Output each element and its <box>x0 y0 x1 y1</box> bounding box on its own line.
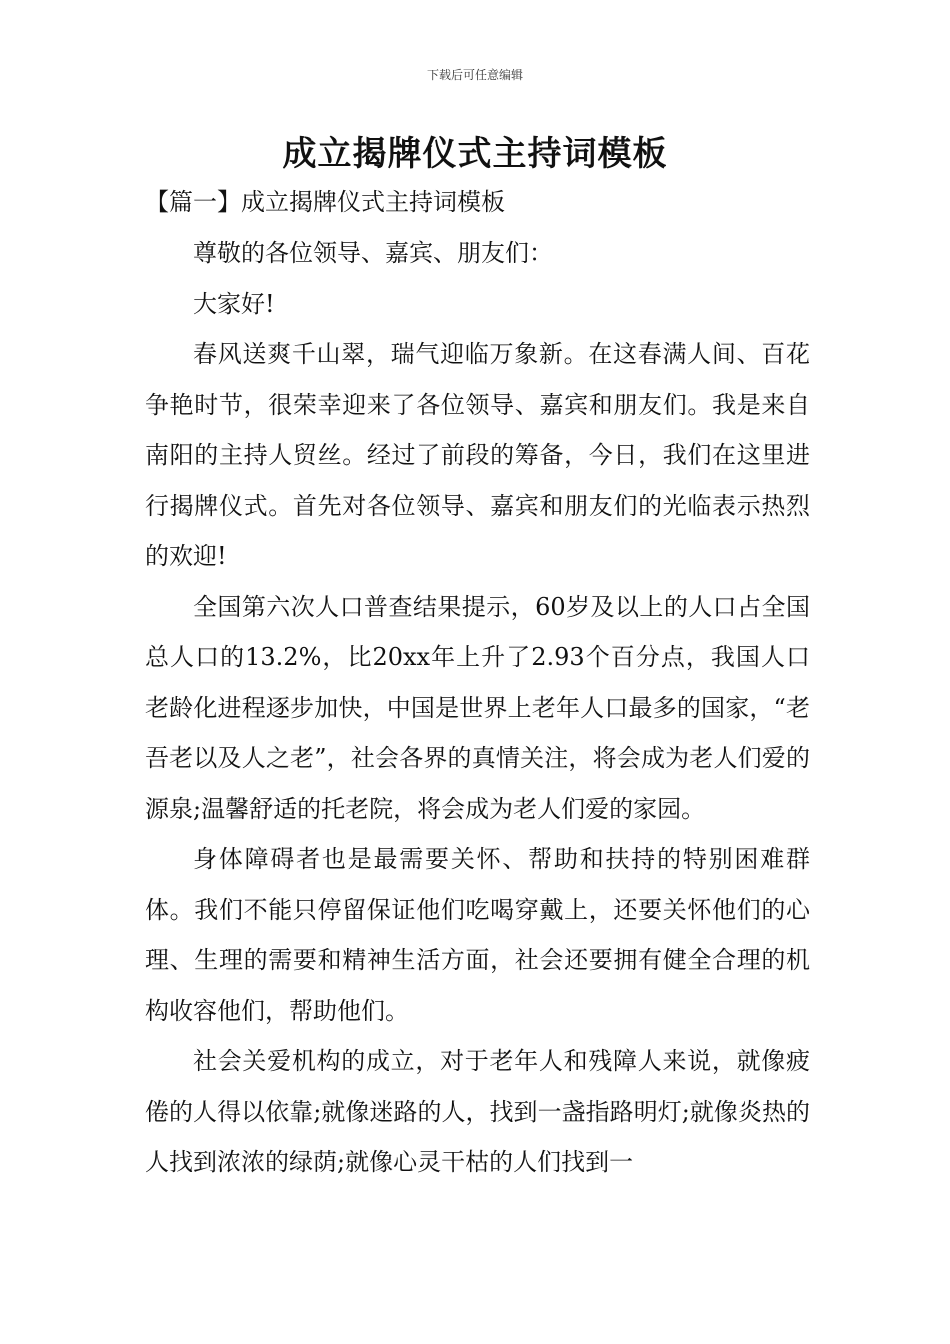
section-heading: 【篇一】成立揭牌仪式主持词模板 <box>145 188 505 216</box>
paragraph: 社会关爱机构的成立，对于老年人和残障人来说，就像疲倦的人得以依靠;就像迷路的人，找到一盏指路明灯;就像炎热的人找到浓浓的绿荫;就像心灵干枯的人们找到一 <box>145 1047 810 1176</box>
paragraph: 身体障碍者也是最需要关怀、帮助和扶持的特别困难群体。我们不能只停留保证他们吃喝穿戴上，还要关怀他们的心理、生理的需要和精神生活方面，社会还要拥有健全合理的机构收容他们，帮助他们。 <box>145 845 810 1025</box>
paragraph-salutation: 尊敬的各位领导、嘉宾、朋友们： <box>193 239 553 267</box>
paragraph: 春风送爽千山翠，瑞气迎临万象新。在这春满人间、百花争艳时节，很荣幸迎来了各位领导、嘉宾和朋友们。我是来自南阳的主持人贸丝。经过了前段的筹备，今日，我们在这里进行揭牌仪式。首先对各位领导、嘉宾和朋友们的光临表示热烈的欢迎! <box>145 340 810 570</box>
document-body <box>145 228 810 1188</box>
header-note: 下载后可任意编辑 <box>426 68 523 82</box>
document-title: 成立揭牌仪式主持词模板 <box>282 134 668 174</box>
paragraph: 全国第六次人口普查结果提示，60岁及以上的人口占全国总人口的13.2%，比20xx年上升了2.93个百分点，我国人口老龄化进程逐步加快，中国是世界上老年人口最多的国家，“老吾老以及人之老”，社会各界的真情关注，将会成为老人们爱的源泉;温馨舒适的托老院，将会成为老人们爱的家园。 <box>145 592 810 823</box>
paragraph-greeting: 大家好! <box>193 289 275 318</box>
